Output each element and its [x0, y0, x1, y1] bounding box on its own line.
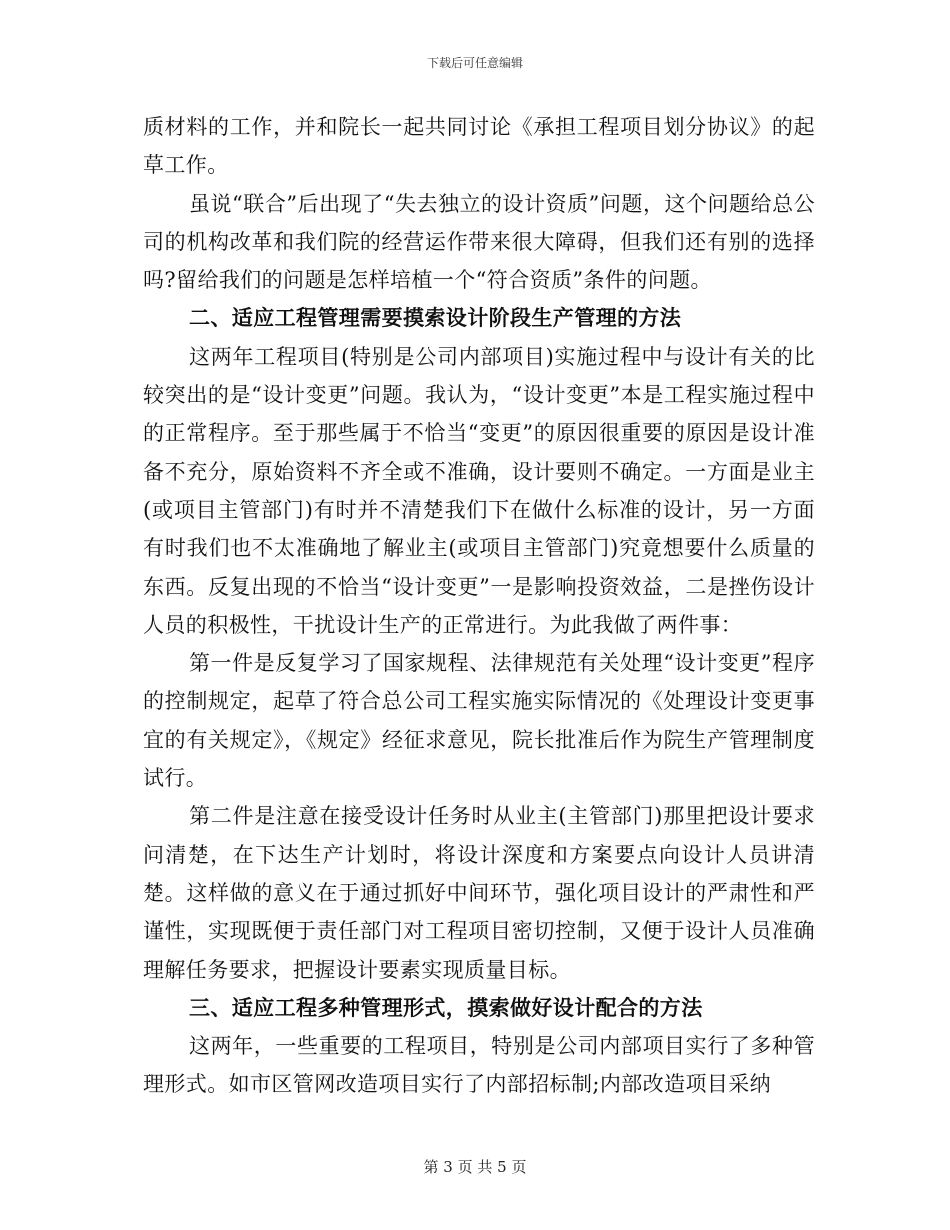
paragraph: 这两年，一些重要的工程项目，特别是公司内部项目实行了多种管理形式。如市区管网改造项目实行了内部招标制;内部改造项目采纳 — [143, 1034, 815, 1097]
section-heading-3: 三、适应工程多种管理形式，摸索做好设计配合的方法 — [189, 994, 703, 1020]
paragraph-continuation: 质材料的工作，并和院长一起共同讨论《承担工程项目划分协议》的起草工作。 — [143, 115, 815, 178]
paragraph: 第一件是反复学习了国家规程、法律规范有关处理“设计变更”程序的控制规定，起草了符合总公司工程实施实际情况的《处理设计变更事宜的有关规定》，《规定》经征求意见，院长批准后作为院生产管理制度试行。 — [143, 651, 815, 791]
paragraph: 第二件是注意在接受设计任务时从业主(主管部门)那里把设计要求问清楚，在下达生产计划时，将设计深度和方案要点向设计人员讲清楚。这样做的意义在于通过抓好中间环节，强化项目设计的严肃性和严谨性，实现既便于责任部门对工程项目密切控制，又便于设计人员准确理解任务要求，把握设计要素实现质量目标。 — [143, 804, 815, 982]
page-number-footer: 第 3 页 共 5 页 — [423, 1158, 527, 1176]
paragraph: 这两年工程项目(特别是公司内部项目)实施过程中与设计有关的比较突出的是“设计变更”问题。我认为，“设计变更”本是工程实施过程中的正常程序。至于那些属于不恰当“变更”的原因很重要的原因是设计准备不充分，原始资料不齐全或不准确，设计要则不确定。一方面是业主(或项目主管部门)有时并不清楚我们下在做什么标准的设计，另一方面有时我们也不太准确地了解业主(或项目主管部门)究竟想要什么质量的东西。反复出现的不恰当“设计变更”一是影响投资效益，二是挫伤设计人员的积极性，干扰设计生产的正常进行。为此我做了两件事： — [143, 344, 815, 637]
paragraph: 虽说“联合”后出现了“失去独立的设计资质”问题，这个问题给总公司的机构改革和我们院的经营运作带来很大障碍，但我们还有别的选择吗?留给我们的问题是怎样培植一个“符合资质”条件的问题。 — [143, 191, 815, 293]
document-body — [143, 108, 815, 1104]
page-header: 下载后可任意编辑 — [426, 56, 523, 70]
section-heading-2: 二、适应工程管理需要摸索设计阶段生产管理的方法 — [189, 305, 682, 331]
